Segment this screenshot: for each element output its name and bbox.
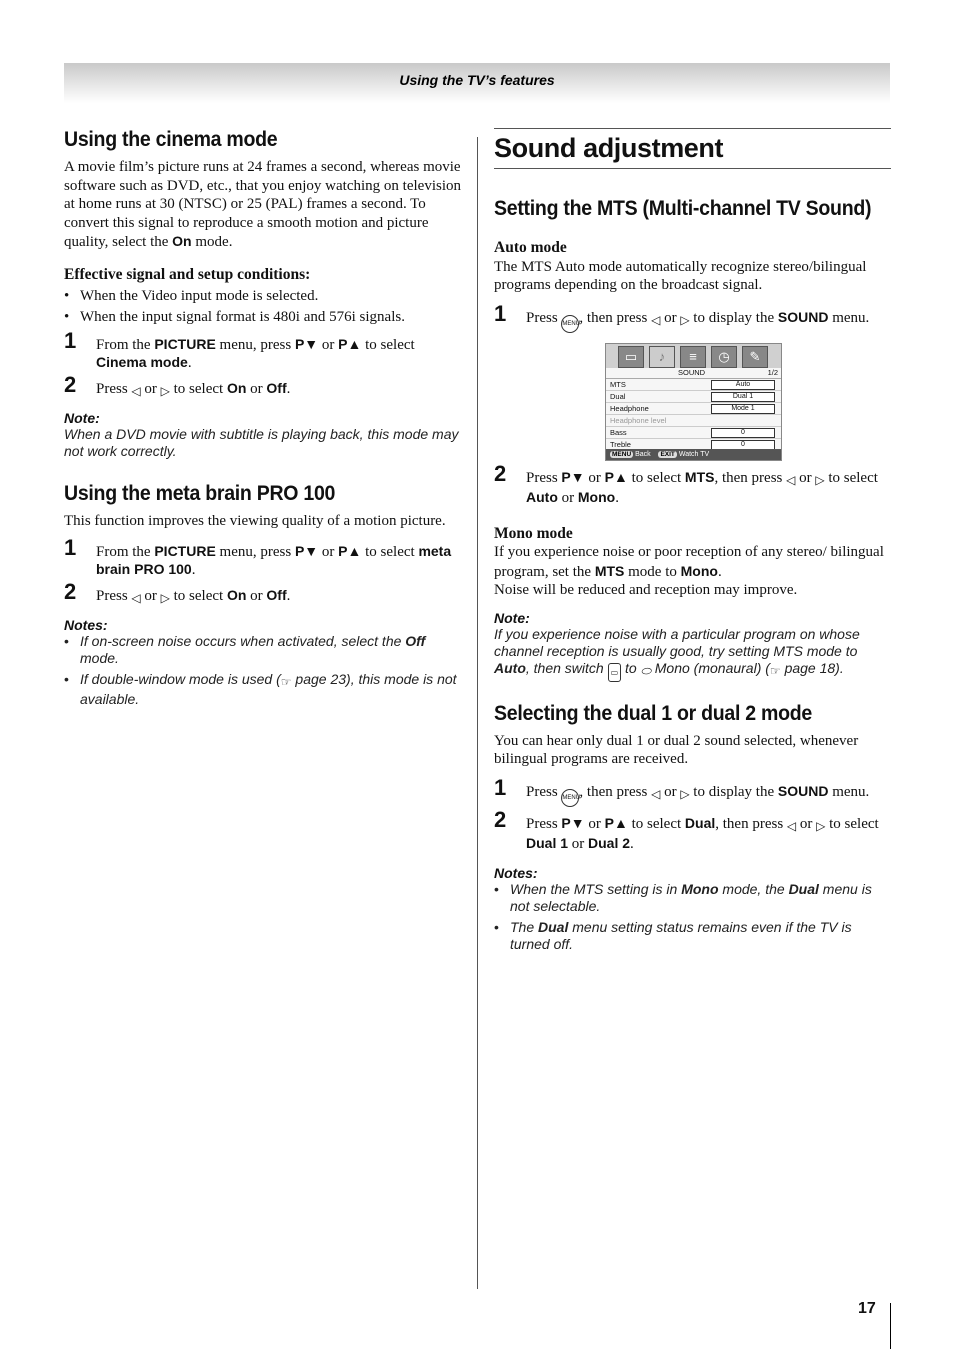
step-number: 1 — [494, 774, 507, 800]
list-item: • When the MTS setting is in Mono mode, the Dual menu is not selectable. — [494, 881, 891, 915]
dual-notes — [494, 881, 891, 953]
cinema-title: Using the cinema mode — [64, 128, 278, 151]
step-number: 1 — [494, 300, 507, 326]
menu-button-icon: MENU — [561, 789, 579, 807]
osd-row-treble: Treble 0 — [606, 439, 781, 451]
pointing-hand-icon: ☞ — [280, 674, 292, 689]
osd-tab-bar — [606, 344, 781, 368]
timer-tab-icon: ◷ — [711, 346, 737, 368]
osd-row-dual: Dual Dual 1 — [606, 391, 781, 403]
left-arrow-icon: ◁ — [651, 786, 661, 801]
list-item: • When the Video input mode is selected. — [64, 286, 461, 307]
auto-mode-heading: Auto mode — [494, 239, 567, 256]
right-arrow-icon: ▷ — [160, 384, 170, 398]
picture-tab-icon: ▭ — [618, 346, 644, 368]
right-arrow-icon: ▷ — [680, 312, 690, 327]
meta-intro: This function improves the viewing quality of a motion picture. — [64, 513, 446, 529]
notes-heading: Notes: — [494, 864, 538, 881]
dual-title: Selecting the dual 1 or dual 2 mode — [494, 701, 812, 725]
dual-step-2: 2 Press P▼ or P▲ to select Dual, then press ◁ or ▷ to select Dual 1 or Dual 2. — [494, 806, 879, 852]
step-number: 2 — [494, 806, 507, 832]
meta-section — [64, 482, 461, 708]
list-item: • If double-window mode is used (☞ page 23), this mode is not available. — [64, 671, 461, 708]
right-arrow-icon: ▷ — [816, 818, 826, 833]
column-divider — [477, 137, 478, 1289]
running-header — [64, 63, 890, 103]
page-number-rule — [890, 1303, 891, 1349]
menu-button-icon: MENU — [561, 315, 579, 333]
page-number: 17 — [858, 1300, 876, 1317]
meta-title: Using the meta brain PRO 100 — [64, 482, 336, 505]
left-column — [64, 128, 461, 712]
mono-icon: ⬭ — [640, 663, 651, 678]
mono-mode-heading: Mono mode — [494, 524, 573, 542]
left-arrow-icon: ◁ — [786, 472, 796, 487]
running-title: Using the TV’s features — [399, 72, 555, 88]
note-heading: Note: — [494, 609, 530, 626]
dual-section — [494, 702, 891, 953]
list-item: • The Dual menu setting status remains even if the TV is turned off. — [494, 919, 891, 953]
left-arrow-icon: ◁ — [651, 312, 661, 327]
step-number: 2 — [64, 578, 77, 604]
list-item: • When the input signal format is 480i and 576i signals. — [64, 307, 461, 328]
right-arrow-icon: ▷ — [815, 472, 825, 487]
cinema-section — [64, 128, 461, 460]
step-number: 2 — [64, 372, 77, 397]
step-number: 1 — [64, 534, 77, 560]
dual-step-1: 1 Press MENU, then press ◁ or ▷ to display the SOUND menu. — [494, 783, 891, 807]
mts-note: If you experience noise with a particular program on whose channel reception is usually good, try setting MTS mode to Auto, then switch ▭ to ⬭ Mono (monaural) (☞ page 18). — [494, 626, 891, 682]
step-number: 2 — [494, 460, 507, 486]
osd-row-bass: Bass 0 — [606, 427, 781, 439]
right-column — [494, 128, 891, 957]
setup-tab-icon: ≡ — [680, 346, 706, 368]
mts-title: Setting the MTS (Multi-channel TV Sound) — [494, 197, 872, 220]
note-heading: Note: — [64, 410, 100, 426]
right-arrow-icon: ▷ — [680, 786, 690, 801]
meta-step-1: 1 From the PICTURE menu, press P▼ or P▲ to select meta brain PRO 100. — [64, 534, 452, 578]
auto-mode-text: The MTS Auto mode automatically recognize stereo/bilingual programs depending on the broadcast signal. — [494, 258, 867, 293]
meta-notes — [64, 633, 461, 708]
pointing-hand-icon: ☞ — [769, 663, 781, 678]
osd-title-bar — [606, 368, 781, 379]
cinema-intro: A movie film’s picture runs at 24 frames a second, whereas movie software such as DVD, etc., that you enjoy watching on television at home runs at 30 (NTSC) or 25 (PAL) frames a second. To convert this signal to reproduce a smooth motion and picture quality, select the On mode. — [64, 159, 461, 250]
page-title: Sound adjustment — [494, 128, 891, 169]
cinema-step-2: 2 Press ◁ or ▷ to select On or Off. — [64, 372, 291, 398]
left-arrow-icon: ◁ — [786, 818, 797, 833]
meta-step-2: 2 Press ◁ or ▷ to select On or Off. — [64, 578, 291, 605]
conditions-list — [64, 286, 461, 328]
osd-row-headphone-level: Headphone level — [606, 415, 781, 427]
step-number: 1 — [64, 328, 77, 353]
left-arrow-icon: ◁ — [131, 590, 141, 605]
sound-tab-icon: ♪ — [649, 346, 675, 368]
right-arrow-icon: ▷ — [160, 590, 170, 605]
wrench-tab-icon: ✎ — [742, 346, 768, 368]
dual-intro: You can hear only dual 1 or dual 2 sound selected, whenever bilingual programs are received. — [494, 732, 859, 767]
mono-mode-text: If you experience noise or poor reception of any stereo/ bilingual program, set the MTS mode to Mono. — [494, 544, 884, 580]
osd-page: 1/2 — [767, 367, 778, 377]
osd-title: SOUND — [678, 367, 706, 377]
mts-step-1: 1 Press MENU, then press ◁ or ▷ to display the SOUND menu. — [494, 309, 891, 333]
sound-menu-screenshot — [605, 343, 782, 461]
osd-footer: MENU Back EXIT Watch TV — [606, 449, 781, 460]
osd-row-headphone: Headphone Mode 1 — [606, 403, 781, 415]
mts-section — [494, 197, 891, 682]
notes-heading: Notes: — [64, 616, 108, 633]
cinema-note: When a DVD movie with subtitle is playing back, this mode may not work correctly. — [64, 426, 459, 459]
mts-step-2: 2 Press P▼ or P▲ to select MTS, then press ◁ or ▷ to select Auto or Mono. — [494, 460, 878, 506]
audio-button-icon: ▭ — [608, 663, 622, 682]
cinema-step-1: 1 From the PICTURE menu, press P▼ or P▲ to select Cinema mode. — [64, 328, 415, 371]
list-item: • If on-screen noise occurs when activated, select the Off mode. — [64, 633, 461, 667]
osd-row-mts: MTS Auto — [606, 379, 781, 391]
mono-mode-text-2: Noise will be reduced and reception may improve. — [494, 582, 798, 598]
conditions-heading: Effective signal and setup conditions: — [64, 265, 311, 283]
left-arrow-icon: ◁ — [131, 384, 141, 398]
